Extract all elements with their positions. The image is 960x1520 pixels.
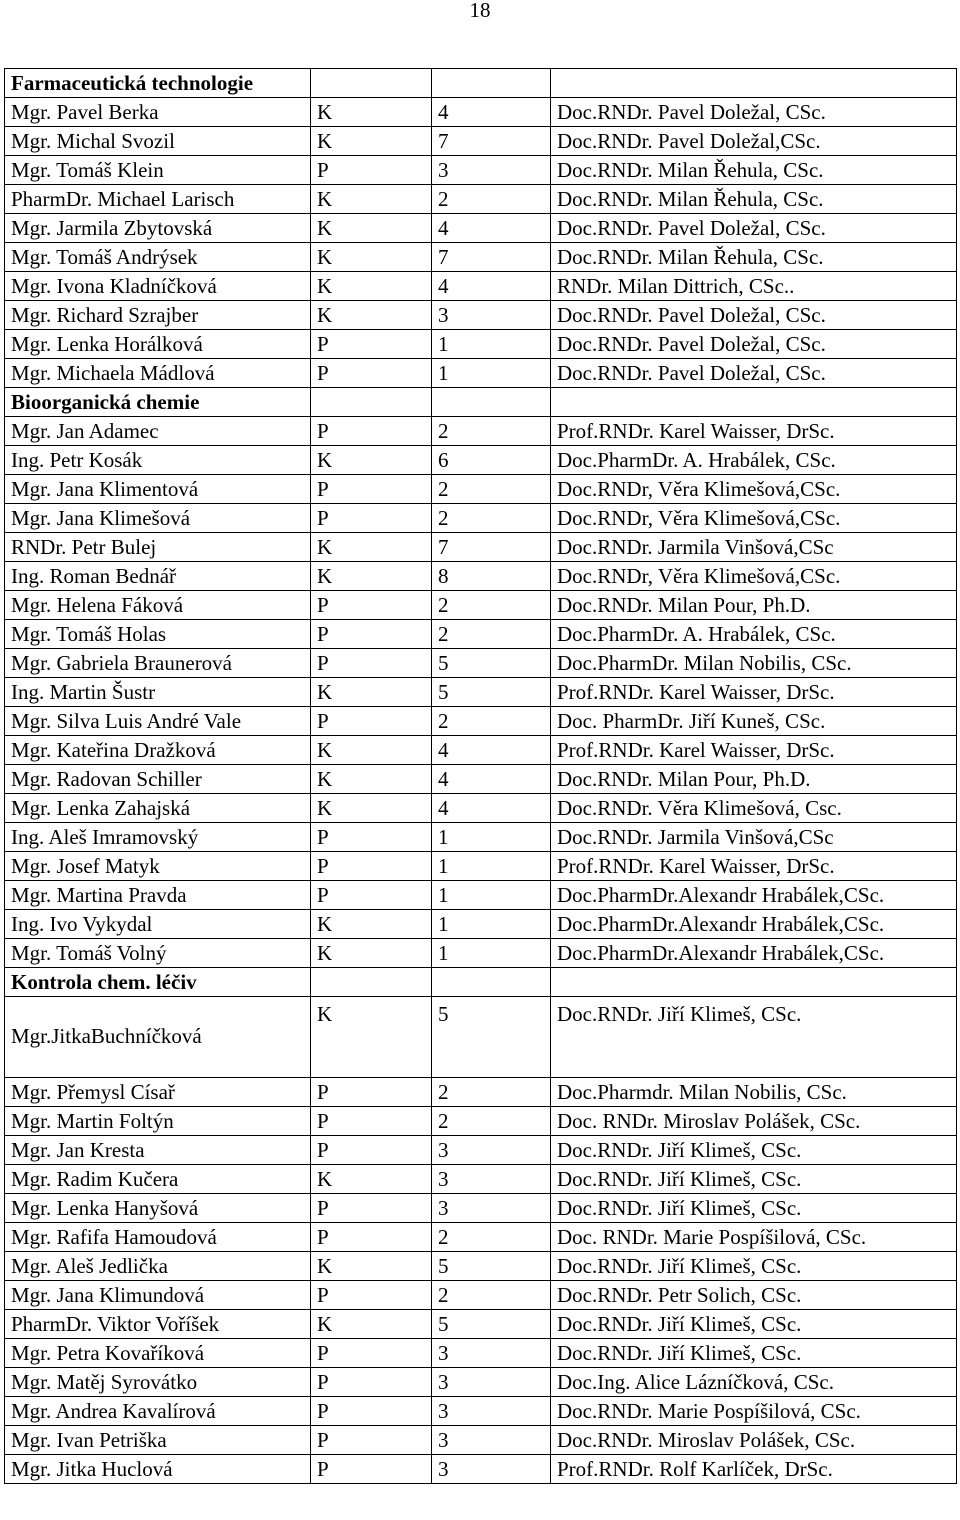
supervisor-cell: Doc.PharmDr. Milan Nobilis, CSc. [551,649,957,678]
study-form-cell: K [311,1310,432,1339]
study-form-cell: P [311,156,432,185]
name-cell: Mgr. Lenka Hanyšová [5,1194,311,1223]
table-row [5,591,957,620]
table-row [5,649,957,678]
year-cell: 3 [432,1368,551,1397]
year-cell: 4 [432,736,551,765]
supervisor-cell: Doc.RNDr. Milan Řehula, CSc. [551,185,957,214]
year-cell: 2 [432,707,551,736]
year-cell [432,968,551,997]
supervisor-cell: Doc.Pharmdr. Milan Nobilis, CSc. [551,1078,957,1107]
study-form-cell [311,968,432,997]
study-form-cell: P [311,504,432,533]
study-form-cell: P [311,1223,432,1252]
supervisor-cell: Doc.PharmDr.Alexandr Hrabálek,CSc. [551,939,957,968]
table-row [5,127,957,156]
name-cell: PharmDr. Viktor Voříšek [5,1310,311,1339]
supervisor-cell: Doc.RNDr. Pavel Doležal, CSc. [551,214,957,243]
supervisor-cell: Prof.RNDr. Karel Waisser, DrSc. [551,736,957,765]
table-row [5,620,957,649]
study-form-cell: K [311,301,432,330]
supervisor-cell: RNDr. Milan Dittrich, CSc.. [551,272,957,301]
supervisor-cell: Doc.RNDr. Jiří Klimeš, CSc. [551,1165,957,1194]
study-form-cell: P [311,1136,432,1165]
name-cell: Mgr. Jitka Huclová [5,1455,311,1484]
year-cell: 3 [432,1165,551,1194]
supervisor-cell: Doc.PharmDr. A. Hrabálek, CSc. [551,446,957,475]
table-row [5,1223,957,1252]
name-cell: Mgr. Ivan Petriška [5,1426,311,1455]
supervisor-cell: Doc. RNDr. Miroslav Polášek, CSc. [551,1107,957,1136]
study-form-cell: K [311,910,432,939]
table-row [5,1165,957,1194]
study-form-cell: P [311,1194,432,1223]
study-form-cell: P [311,1339,432,1368]
table-row [5,794,957,823]
study-form-cell: K [311,939,432,968]
table-row [5,736,957,765]
study-form-cell: K [311,185,432,214]
table-row [5,301,957,330]
name-cell: Mgr. Michaela Mádlová [5,359,311,388]
study-form-cell: K [311,794,432,823]
study-form-cell: K [311,562,432,591]
study-form-cell: P [311,707,432,736]
year-cell: 7 [432,533,551,562]
supervisor-cell: Doc.RNDr. Jiří Klimeš, CSc. [551,1136,957,1165]
name-cell: Mgr. Gabriela Braunerová [5,649,311,678]
table-row [5,185,957,214]
table-row [5,765,957,794]
section-title: Farmaceutická technologie [5,69,311,98]
name-cell: Ing. Aleš Imramovský [5,823,311,852]
supervisor-cell: Doc.RNDr. Petr Solich, CSc. [551,1281,957,1310]
name-cell: Mgr. Josef Matyk [5,852,311,881]
table-row [5,156,957,185]
name-cell: Mgr. Lenka Zahajská [5,794,311,823]
study-form-cell: K [311,765,432,794]
study-form-cell: K [311,533,432,562]
year-cell: 3 [432,1136,551,1165]
table-row [5,1252,957,1281]
name-cell: Mgr. Pavel Berka [5,98,311,127]
name-cell: Mgr. Kateřina Dražková [5,736,311,765]
name-cell: Mgr. Radovan Schiller [5,765,311,794]
year-cell: 1 [432,910,551,939]
table-row [5,214,957,243]
year-cell: 2 [432,1107,551,1136]
table-row [5,823,957,852]
year-cell: 4 [432,98,551,127]
table-row [5,533,957,562]
name-cell: Mgr. Ivona Kladníčková [5,272,311,301]
name-cell: Mgr. Martina Pravda [5,881,311,910]
table-row [5,707,957,736]
supervisor-cell: Doc.PharmDr. A. Hrabálek, CSc. [551,620,957,649]
supervisor-cell: Prof.RNDr. Rolf Karlíček, DrSc. [551,1455,957,1484]
name-cell: Mgr. Radim Kučera [5,1165,311,1194]
table-row [5,1281,957,1310]
year-cell: 5 [432,1252,551,1281]
name-cell: Mgr. Helena Fáková [5,591,311,620]
name-cell: Mgr. Jan Adamec [5,417,311,446]
name-cell: Mgr. Jana Klimentová [5,475,311,504]
study-form-cell: P [311,852,432,881]
name-cell: RNDr. Petr Bulej [5,533,311,562]
name-cell: Mgr. Tomáš Volný [5,939,311,968]
table-row [5,1368,957,1397]
supervisor-cell: Prof.RNDr. Karel Waisser, DrSc. [551,417,957,446]
section-header-row [5,968,957,997]
year-cell: 2 [432,1078,551,1107]
supervisor-cell [551,968,957,997]
year-cell: 2 [432,1223,551,1252]
supervisor-cell: Doc.RNDr, Věra Klimešová,CSc. [551,562,957,591]
supervisor-cell: Doc.RNDr, Věra Klimešová,CSc. [551,504,957,533]
supervisor-cell: Doc.PharmDr.Alexandr Hrabálek,CSc. [551,910,957,939]
supervisor-cell: Prof.RNDr. Karel Waisser, DrSc. [551,678,957,707]
table-row [5,1078,957,1107]
page-number: 18 [469,0,491,22]
table-row [5,1397,957,1426]
supervisor-cell [551,69,957,98]
supervisor-cell: Doc.RNDr. Jiří Klimeš, CSc. [551,1310,957,1339]
table-row [5,359,957,388]
table-row [5,881,957,910]
year-cell: 1 [432,823,551,852]
name-cell: Mgr. Rafifa Hamoudová [5,1223,311,1252]
supervisor-cell: Doc.RNDr. Miroslav Polášek, CSc. [551,1426,957,1455]
supervisor-cell: Doc.RNDr. Jarmila Vinšová,CSc [551,823,957,852]
supervisor-cell: Doc.RNDr. Pavel Doležal, CSc. [551,330,957,359]
study-form-cell: P [311,1078,432,1107]
table-row [5,272,957,301]
study-form-cell: P [311,359,432,388]
table-row [5,939,957,968]
year-cell: 2 [432,504,551,533]
supervisor-cell: Doc.Ing. Alice Lázníčková, CSc. [551,1368,957,1397]
supervisor-cell: Doc. RNDr. Marie Pospíšilová, CSc. [551,1223,957,1252]
year-cell [432,69,551,98]
year-cell: 3 [432,1194,551,1223]
study-form-cell: P [311,1426,432,1455]
year-cell: 4 [432,214,551,243]
supervisor-cell: Doc.RNDr. Milan Pour, Ph.D. [551,591,957,620]
table-row [5,504,957,533]
table-row [5,1136,957,1165]
table-row [5,243,957,272]
supervisor-cell: Doc.RNDr. Milan Pour, Ph.D. [551,765,957,794]
name-cell: Mgr. Jarmila Zbytovská [5,214,311,243]
study-form-cell: K [311,678,432,707]
table-row [5,852,957,881]
study-form-cell: K [311,1165,432,1194]
name-cell: Mgr. Jana Klimundová [5,1281,311,1310]
year-cell: 5 [432,997,551,1078]
section-title: Bioorganická chemie [5,388,311,417]
section-header-row [5,69,957,98]
year-cell: 3 [432,1455,551,1484]
year-cell: 1 [432,881,551,910]
study-form-cell: K [311,243,432,272]
year-cell: 5 [432,678,551,707]
name-cell: Mgr. Tomáš Klein [5,156,311,185]
table-row [5,678,957,707]
table-row [5,1107,957,1136]
year-cell: 1 [432,330,551,359]
table-row [5,98,957,127]
study-form-cell: P [311,591,432,620]
supervisor-cell: Doc. PharmDr. Jiří Kuneš, CSc. [551,707,957,736]
supervisor-cell [551,388,957,417]
supervisor-cell: Doc.RNDr. Jiří Klimeš, CSc. [551,1339,957,1368]
name-cell: Mgr. Tomáš Holas [5,620,311,649]
study-form-cell: P [311,475,432,504]
name-cell: Mgr. Michal Svozil [5,127,311,156]
supervisor-cell: Prof.RNDr. Karel Waisser, DrSc. [551,852,957,881]
year-cell: 2 [432,591,551,620]
study-form-cell: K [311,1252,432,1281]
study-form-cell: K [311,214,432,243]
study-form-cell: P [311,649,432,678]
year-cell: 2 [432,1281,551,1310]
supervisor-cell: Doc.RNDr. Jarmila Vinšová,CSc [551,533,957,562]
study-form-cell: P [311,330,432,359]
table-row [5,1426,957,1455]
name-cell: Ing. Martin Šustr [5,678,311,707]
student-table-body [5,69,957,1484]
study-form-cell: K [311,127,432,156]
supervisor-cell: Doc.RNDr. Milan Řehula, CSc. [551,243,957,272]
section-header-row [5,388,957,417]
table-row [5,446,957,475]
table-row [5,1339,957,1368]
table-row [5,1310,957,1339]
year-cell: 2 [432,620,551,649]
supervisor-cell: Doc.RNDr, Věra Klimešová,CSc. [551,475,957,504]
table-row [5,1194,957,1223]
student-table [4,68,957,1484]
name-cell: Ing. Petr Kosák [5,446,311,475]
name-cell: PharmDr. Michael Larisch [5,185,311,214]
year-cell: 3 [432,301,551,330]
name-cell: Mgr. Petra Kovaříková [5,1339,311,1368]
year-cell: 1 [432,852,551,881]
year-cell: 5 [432,1310,551,1339]
study-form-cell: P [311,417,432,446]
year-cell: 3 [432,1397,551,1426]
study-form-cell [311,69,432,98]
study-form-cell: P [311,1281,432,1310]
study-form-cell: K [311,98,432,127]
year-cell: 2 [432,185,551,214]
supervisor-cell: Doc.RNDr. Jiří Klimeš, CSc. [551,1194,957,1223]
year-cell: 7 [432,127,551,156]
name-cell: Mgr. Přemysl Císař [5,1078,311,1107]
name-cell: Mgr. Martin Foltýn [5,1107,311,1136]
year-cell: 1 [432,939,551,968]
study-form-cell: K [311,997,432,1078]
supervisor-cell: Doc.RNDr. Pavel Doležal,CSc. [551,127,957,156]
study-form-cell: P [311,620,432,649]
supervisor-cell: Doc.RNDr. Pavel Doležal, CSc. [551,98,957,127]
study-form-cell: P [311,881,432,910]
year-cell: 3 [432,1339,551,1368]
year-cell [432,388,551,417]
supervisor-cell: Doc.RNDr. Pavel Doležal, CSc. [551,301,957,330]
name-cell: Mgr. Matěj Syrovátko [5,1368,311,1397]
year-cell: 2 [432,475,551,504]
section-title: Kontrola chem. léčiv [5,968,311,997]
table-row [5,562,957,591]
name-cell: Mgr. Andrea Kavalírová [5,1397,311,1426]
table-row [5,475,957,504]
year-cell: 8 [432,562,551,591]
name-cell: Ing. Ivo Vykydal [5,910,311,939]
name-cell: Mgr. Tomáš Andrýsek [5,243,311,272]
year-cell: 1 [432,359,551,388]
name-cell: Mgr. Jan Kresta [5,1136,311,1165]
study-form-cell: K [311,272,432,301]
name-cell: Mgr.JitkaBuchníčková [5,997,311,1078]
name-cell: Mgr. Aleš Jedlička [5,1252,311,1281]
study-form-cell [311,388,432,417]
table-row [5,330,957,359]
study-form-cell: K [311,736,432,765]
year-cell: 7 [432,243,551,272]
year-cell: 6 [432,446,551,475]
year-cell: 2 [432,417,551,446]
name-cell: Mgr. Richard Szrajber [5,301,311,330]
supervisor-cell: Doc.RNDr. Milan Řehula, CSc. [551,156,957,185]
year-cell: 3 [432,156,551,185]
study-form-cell: P [311,823,432,852]
supervisor-cell: Doc.PharmDr.Alexandr Hrabálek,CSc. [551,881,957,910]
name-cell: Mgr. Jana Klimešová [5,504,311,533]
study-form-cell: P [311,1107,432,1136]
study-form-cell: P [311,1397,432,1426]
table-row [5,417,957,446]
supervisor-cell: Doc.RNDr. Pavel Doležal, CSc. [551,359,957,388]
study-form-cell: P [311,1368,432,1397]
year-cell: 4 [432,272,551,301]
table-row [5,997,957,1078]
supervisor-cell: Doc.RNDr. Věra Klimešová, Csc. [551,794,957,823]
table-row [5,910,957,939]
year-cell: 3 [432,1426,551,1455]
year-cell: 5 [432,649,551,678]
study-form-cell: P [311,1455,432,1484]
study-form-cell: K [311,446,432,475]
supervisor-cell: Doc.RNDr. Jiří Klimeš, CSc. [551,997,957,1078]
supervisor-cell: Doc.RNDr. Marie Pospíšilová, CSc. [551,1397,957,1426]
name-cell: Mgr. Silva Luis André Vale [5,707,311,736]
name-cell: Mgr. Lenka Horálková [5,330,311,359]
year-cell: 4 [432,765,551,794]
table-row [5,1455,957,1484]
year-cell: 4 [432,794,551,823]
supervisor-cell: Doc.RNDr. Jiří Klimeš, CSc. [551,1252,957,1281]
name-cell: Ing. Roman Bednář [5,562,311,591]
